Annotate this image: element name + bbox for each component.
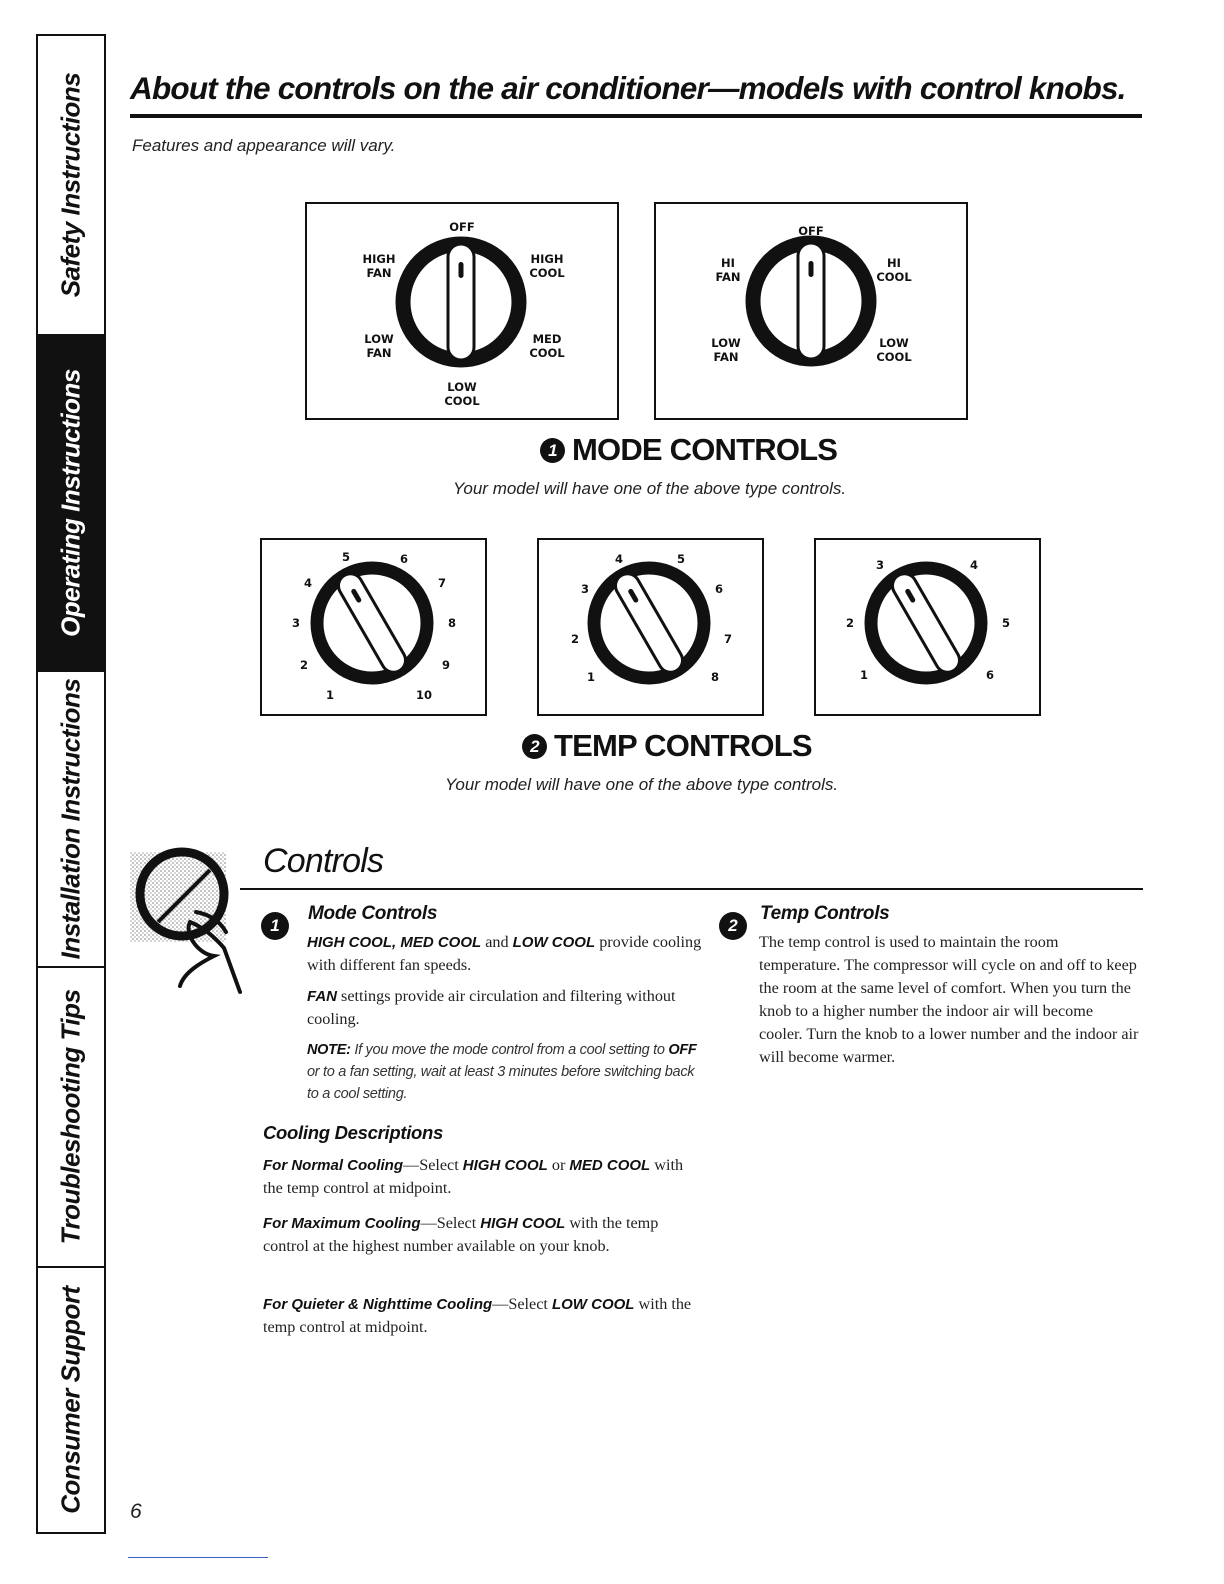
temp-controls-caption: Your model will have one of the above type controls. [445,775,839,794]
tab-safety-instructions[interactable]: Safety Instructions [38,36,104,336]
temp-knob-panel-c [814,538,1041,716]
mode-label-high-fan: HIGH FAN [362,252,396,280]
cooling-descriptions-heading: Cooling Descriptions [263,1122,444,1143]
temp-b-mark-2: 2 [571,632,580,646]
mode-label-med-cool: MED COOL [529,332,565,360]
mode-label-low-fan: LOW FAN [364,332,394,360]
mode-note: NOTE: If you move the mode control from a cool setting to OFF or to a fan setting, wait at least 3 minutes before switching back to a cool setting. [307,1042,697,1102]
mode-label-off: OFF [449,220,475,234]
temp-controls-body: The temp control is used to maintain the room temperature. The compressor will cycle on and off to keep the room at the same level of comfort. When you turn the knob to a higher number the indoor air will become cooler. Turn the knob to a lower number and the indoor air will become warmer. [759,933,1139,1066]
title-rule [130,114,1142,118]
mode-paragraph-2: FAN settings provide air circulation and filtering without cooling. [307,987,676,1028]
temp-a-mark-7: 7 [438,576,447,590]
temp-knob-panel-a [260,538,487,716]
controls-rule [240,888,1143,890]
page-number: 6 [130,1500,142,1523]
mode-knob-panel-b [654,202,968,420]
temp-a-mark-10: 10 [416,688,433,702]
tab-troubleshooting-tips[interactable]: Troubleshooting Tips [38,968,104,1268]
temp-a-mark-4: 4 [304,576,313,590]
badge-2: 2 [522,734,547,759]
mode-badge: 1 [261,912,289,940]
mode-controls-caption: Your model will have one of the above type controls. [453,479,847,498]
temp-b-mark-6: 6 [715,582,724,596]
temp-a-mark-9: 9 [442,658,451,672]
temp-b-mark-8: 8 [711,670,720,684]
footer-link-line [128,1557,268,1558]
temp-b-mark-1: 1 [587,670,596,684]
mode-paragraph-1: HIGH COOL, MED COOL and LOW COOL provide cooling with different fan speeds. [307,933,702,974]
controls-title: Controls [263,842,384,880]
temp-knob-b-graphic [539,540,762,714]
temp-c-mark-2: 2 [846,616,855,630]
temp-b-mark-7: 7 [724,632,733,646]
temp-a-mark-8: 8 [448,616,457,630]
page-title: About the controls on the air conditioner—models with control knobs. [130,70,1126,106]
tab-installation-instructions[interactable]: Installation Instructions [38,672,104,968]
features-note: Features and appearance will vary. [132,136,396,155]
normal-cooling-text: For Normal Cooling—Select HIGH COOL or MED COOL with the temp control at midpoint. [263,1156,684,1197]
mode-label-high-cool: HIGH COOL [529,252,565,280]
temp-badge: 2 [719,912,747,940]
temp-c-mark-1: 1 [860,668,869,682]
mode-controls-heading: 1 MODE CONTROLS [540,432,837,468]
temp-a-mark-3: 3 [292,616,301,630]
temp-b-mark-5: 5 [677,552,686,566]
temp-a-mark-2: 2 [300,658,309,672]
mode-b-label-low-fan: LOW FAN [711,336,741,364]
temp-c-mark-6: 6 [986,668,995,682]
mode-b-label-off: OFF [798,224,824,238]
maximum-cooling-text: For Maximum Cooling—Select HIGH COOL with the temp control at the highest number available on your knob. [263,1214,659,1255]
temp-controls-heading: 2 TEMP CONTROLS [522,728,812,764]
section-tab-strip [36,34,106,1534]
temp-b-mark-3: 3 [581,582,590,596]
hand-turning-knob-icon [128,822,248,1002]
temp-a-mark-1: 1 [326,688,335,702]
temp-b-mark-4: 4 [615,552,624,566]
temp-c-mark-3: 3 [876,558,885,572]
quieter-cooling-text: For Quieter & Nighttime Cooling—Select LOW COOL with the temp control at midpoint. [263,1295,692,1336]
temp-a-mark-5: 5 [342,550,351,564]
mode-b-label-low-cool: LOW COOL [876,336,912,364]
mode-b-label-hi-fan: HI FAN [715,256,741,284]
mode-controls-subheading: Mode Controls [308,903,438,924]
temp-a-mark-6: 6 [400,552,409,566]
temp-knob-panel-b [537,538,764,716]
temp-c-mark-5: 5 [1002,616,1011,630]
mode-b-label-hi-cool: HI COOL [876,256,912,284]
tab-operating-instructions[interactable]: Operating Instructions [38,336,104,672]
mode-knob-panel-a [305,202,619,420]
badge-1: 1 [540,438,565,463]
mode-label-low-cool: LOW COOL [444,380,480,408]
tab-consumer-support[interactable]: Consumer Support [55,1286,86,1514]
temp-controls-subheading: Temp Controls [760,903,890,924]
temp-c-mark-4: 4 [970,558,979,572]
